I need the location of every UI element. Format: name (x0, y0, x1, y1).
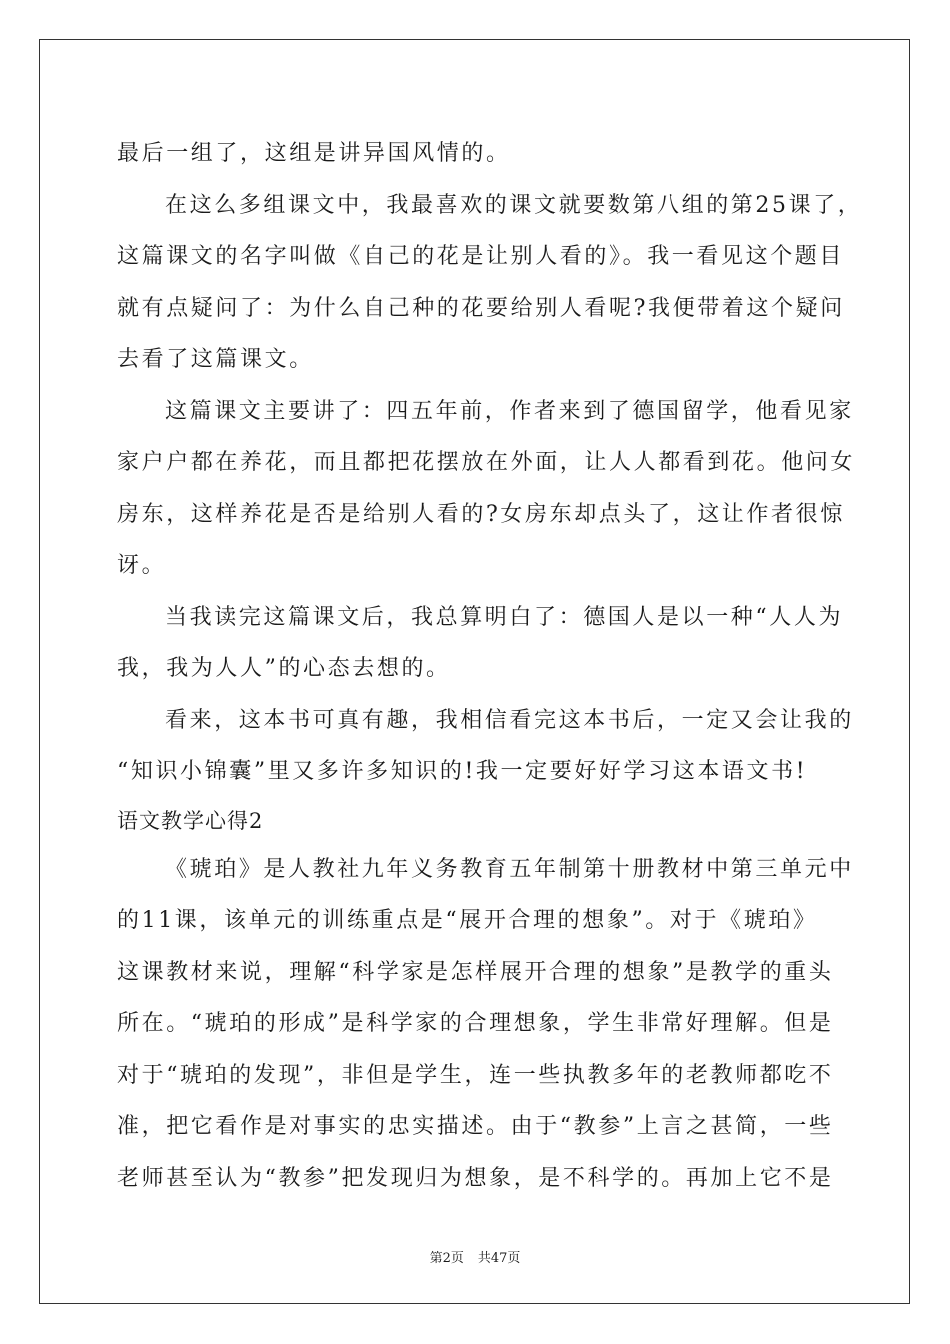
page-total: 共47页 (477, 1251, 521, 1266)
text-line: 《琥珀》是人教社九年义务教育五年制第十册教材中第三单元中 (165, 856, 854, 882)
text-line: 在这么多组课文中，我最喜欢的课文就要数第八组的第25课了， (165, 192, 863, 218)
section-heading: 语文教学心得2 (117, 808, 264, 833)
text-line: 这课教材来说，理解“科学家是怎样展开合理的想象”是教学的重头 (117, 959, 834, 985)
text-line: 当我读完这篇课文后，我总算明白了：德国人是以一种“人人为 (165, 604, 844, 630)
text-line: 就有点疑问了：为什么自己种的花要给别人看呢?我便带着这个疑问 (117, 295, 845, 321)
text-line: 这篇课文的名字叫做《自己的花是让别人看的》。我一看见这个题目 (117, 244, 845, 269)
text-line: 老师甚至认为“教参”把发现归为想象，是不科学的。再加上它不是 (117, 1165, 834, 1191)
text-line: 房东，这样养花是否是给别人看的?女房东却点头了，这让作者很惊 (117, 501, 845, 527)
text-line: 去看了这篇课文。 (117, 347, 314, 372)
text-line: “知识小锦囊”里又多许多知识的!我一定要好好学习这本语文书! (117, 759, 808, 784)
page-number: 第2页 (429, 1251, 464, 1266)
page-footer (0, 1247, 950, 1266)
text-line: 所在。“琥珀的形成”是科学家的合理想象，学生非常好理解。但是 (117, 1011, 834, 1036)
text-line: 的11课，该单元的训练重点是“展开合理的想象”。对于《琥珀》 (117, 908, 818, 933)
text-line: 这篇课文主要讲了：四五年前，作者来到了德国留学，他看见家 (165, 398, 854, 424)
text-line: 看来，这本书可真有趣，我相信看完这本书后，一定又会让我的 (165, 707, 854, 733)
text-line: 最后一组了，这组是讲异国风情的。 (117, 141, 511, 166)
document-body (117, 128, 863, 1204)
text-line: 讶。 (117, 553, 167, 578)
text-line: 我，我为人人”的心态去想的。 (117, 656, 451, 681)
text-line: 准，把它看作是对事实的忠实描述。由于“教参”上言之甚简，一些 (117, 1114, 834, 1139)
text-line: 对于“琥珀的发现”，非但是学生，连一些执教多年的老教师都吃不 (117, 1062, 834, 1088)
text-line: 家户户都在养花，而且都把花摆放在外面，让人人都看到花。他问女 (117, 450, 856, 475)
